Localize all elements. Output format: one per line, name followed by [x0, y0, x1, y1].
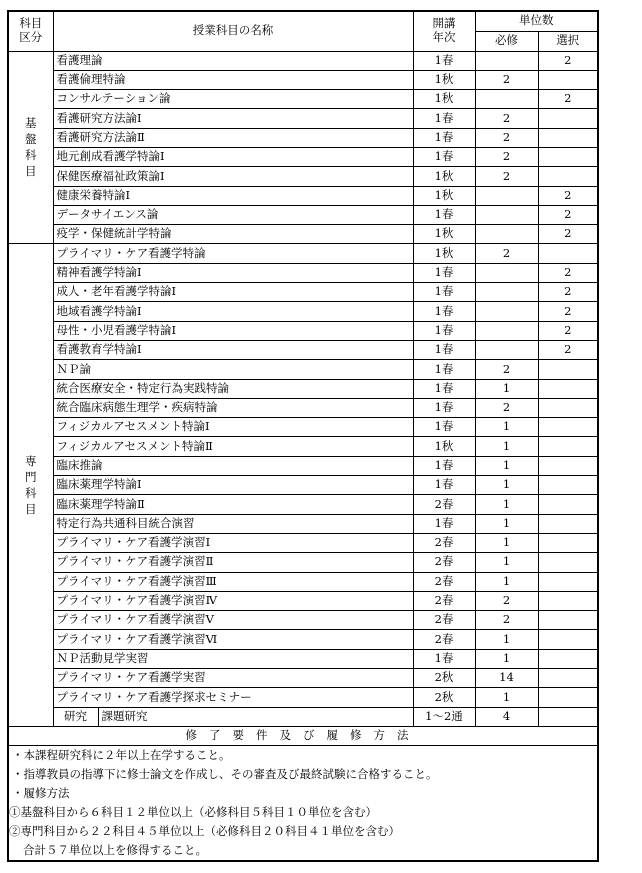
subject-elective-credits: 2 [538, 302, 598, 321]
subject-name: 成人・老年看護学特論Ⅰ [53, 283, 413, 302]
subject-year: 1秋 [413, 186, 475, 205]
subject-year: 1春 [413, 360, 475, 379]
subject-year: 1春 [413, 283, 475, 302]
subject-name-header: 授業科目の名称 [53, 11, 413, 51]
subject-year: 1春 [413, 109, 475, 128]
subject-name: プライマリ・ケア看護学演習Ⅲ [53, 572, 413, 591]
subject-year: 2春 [413, 591, 475, 610]
subject-year: 1春 [413, 128, 475, 147]
subject-year: 1秋 [413, 70, 475, 89]
basic-subjects [8, 51, 598, 244]
subject-name: フィジカルアセスメント特論Ⅱ [53, 437, 413, 456]
subject-required-credits: 4 [475, 707, 538, 726]
subject-name: 臨床推論 [53, 456, 413, 475]
subject-row [8, 109, 598, 128]
subject-name: 統合臨床病態生理学・疾病特論 [53, 398, 413, 417]
curriculum-table [7, 10, 599, 862]
category-label-specialized [8, 244, 53, 726]
subject-name: プライマリ・ケア看護学演習Ⅰ [53, 533, 413, 552]
subject-row [8, 649, 598, 668]
subject-required-credits: 14 [475, 669, 538, 688]
category-char: 科 [25, 486, 37, 501]
subject-required-credits [475, 90, 538, 109]
subject-elective-credits [538, 476, 598, 495]
subject-row [8, 205, 598, 224]
subject-elective-credits: 2 [538, 205, 598, 224]
subject-elective-credits [538, 128, 598, 147]
subject-elective-credits [538, 707, 598, 726]
subject-year: 1春 [413, 321, 475, 340]
category-char: 門 [25, 470, 37, 485]
subject-required-credits: 1 [475, 476, 538, 495]
subject-year: 1春 [413, 398, 475, 417]
subject-elective-credits: 2 [538, 340, 598, 359]
subject-elective-credits [538, 109, 598, 128]
research-row [8, 707, 598, 726]
subject-required-credits: 1 [475, 533, 538, 552]
subject-elective-credits [538, 244, 598, 263]
subject-year: 2春 [413, 495, 475, 514]
subject-row [8, 90, 598, 109]
category-label-basic [8, 51, 53, 244]
requirement-line: ・本課程研究科に２年以上在学すること。 [12, 747, 231, 762]
subject-row [8, 611, 598, 630]
subject-year: 1春 [413, 51, 475, 70]
subject-row [8, 302, 598, 321]
subject-year: 1春 [413, 302, 475, 321]
subject-required-credits [475, 263, 538, 282]
subject-elective-credits [538, 147, 598, 166]
subject-elective-credits [538, 669, 598, 688]
subject-required-credits: 1 [475, 572, 538, 591]
subject-year: 1春 [413, 476, 475, 495]
subject-row [8, 147, 598, 166]
subject-required-credits [475, 51, 538, 70]
subject-row [8, 167, 598, 186]
subject-required-credits [475, 283, 538, 302]
category-char: 専 [25, 454, 37, 469]
subject-row [8, 591, 598, 610]
subject-name: フィジカルアセスメント特論Ⅰ [53, 418, 413, 437]
category-label-text [24, 115, 38, 179]
subject-year: 1秋 [413, 437, 475, 456]
subject-name: 臨床薬理学特論Ⅱ [53, 495, 413, 514]
subject-year: 1春 [413, 514, 475, 533]
subject-name: 地元創成看護学特論Ⅰ [53, 147, 413, 166]
subject-name: プライマリ・ケア看護学特論 [53, 244, 413, 263]
subject-required-credits: 2 [475, 611, 538, 630]
category-char: 目 [25, 164, 37, 179]
subject-name: ＮＰ論 [53, 360, 413, 379]
subject-row [8, 630, 598, 649]
category-header-line1: 科目 [19, 16, 43, 31]
subject-name: プライマリ・ケア看護学演習Ⅴ [53, 611, 413, 630]
subject-name: データサイエンス論 [53, 205, 413, 224]
subject-required-credits [475, 186, 538, 205]
subject-row [8, 128, 598, 147]
subject-year: 2春 [413, 553, 475, 572]
subject-year: 2春 [413, 533, 475, 552]
subject-elective-credits [538, 688, 598, 707]
subject-row [8, 360, 598, 379]
subject-year: 2秋 [413, 688, 475, 707]
subject-name: 特定行為共通科目統合演習 [53, 514, 413, 533]
subject-name: プライマリ・ケア看護学実習 [53, 669, 413, 688]
elective-header: 選択 [538, 31, 598, 51]
subject-required-credits: 2 [475, 109, 538, 128]
subject-row [8, 70, 598, 89]
subject-row [8, 476, 598, 495]
subject-row [8, 688, 598, 707]
subject-year: 1秋 [413, 90, 475, 109]
subject-row [8, 398, 598, 417]
subject-name: 看護研究方法論Ⅱ [53, 128, 413, 147]
subject-required-credits: 1 [475, 553, 538, 572]
category-char: 科 [25, 148, 37, 163]
subject-elective-credits [538, 398, 598, 417]
subject-elective-credits: 2 [538, 90, 598, 109]
subject-required-credits: 1 [475, 437, 538, 456]
subject-row [8, 340, 598, 359]
subject-elective-credits: 2 [538, 186, 598, 205]
subject-year: 1春 [413, 147, 475, 166]
subject-required-credits: 2 [475, 244, 538, 263]
subject-required-credits [475, 205, 538, 224]
subject-name: 統合医療安全・特定行為実践特論 [53, 379, 413, 398]
subject-year: 1春 [413, 263, 475, 282]
subject-elective-credits [538, 572, 598, 591]
required-header: 必修 [475, 31, 538, 51]
subject-year: 2春 [413, 630, 475, 649]
subject-name: ＮＰ活動見学実習 [53, 649, 413, 668]
year-header-line2: 年次 [432, 30, 456, 45]
subject-required-credits: 1 [475, 688, 538, 707]
subject-required-credits: 2 [475, 591, 538, 610]
subject-required-credits: 1 [475, 649, 538, 668]
subject-row [8, 51, 598, 70]
subject-row [8, 495, 598, 514]
subject-row [8, 533, 598, 552]
subject-required-credits: 1 [475, 456, 538, 475]
subject-elective-credits [538, 379, 598, 398]
subject-row [8, 669, 598, 688]
subject-row [8, 379, 598, 398]
subject-name: 精神看護学特論Ⅰ [53, 263, 413, 282]
subject-elective-credits [538, 360, 598, 379]
subject-name: プライマリ・ケア看護学演習Ⅳ [53, 591, 413, 610]
subject-year: 1～2通 [413, 707, 475, 726]
subject-required-credits [475, 302, 538, 321]
category-header-line2: 区分 [19, 30, 43, 45]
subject-row [8, 321, 598, 340]
specialized-subjects [8, 244, 598, 726]
subject-elective-credits [538, 70, 598, 89]
subject-year: 1秋 [413, 225, 475, 244]
subject-elective-credits [538, 495, 598, 514]
subject-elective-credits: 2 [538, 263, 598, 282]
subject-year: 2春 [413, 572, 475, 591]
subject-required-credits: 2 [475, 128, 538, 147]
subject-name: 看護理論 [53, 51, 413, 70]
requirements-body [8, 745, 598, 861]
subject-year: 2秋 [413, 669, 475, 688]
subject-elective-credits: 2 [538, 283, 598, 302]
subject-name: コンサルテーション論 [53, 90, 413, 109]
subject-elective-credits [538, 553, 598, 572]
subject-required-credits: 2 [475, 147, 538, 166]
subject-elective-credits [538, 630, 598, 649]
subject-row [8, 418, 598, 437]
subject-row [8, 225, 598, 244]
subject-required-credits [475, 340, 538, 359]
curriculum-document [7, 10, 597, 862]
subject-required-credits: 1 [475, 514, 538, 533]
subject-required-credits: 1 [475, 379, 538, 398]
subject-name: 疫学・保健統計学特論 [53, 225, 413, 244]
subject-elective-credits: 2 [538, 321, 598, 340]
subject-row [8, 572, 598, 591]
subject-required-credits: 2 [475, 70, 538, 89]
subject-year: 1春 [413, 379, 475, 398]
subject-elective-credits: 2 [538, 51, 598, 70]
subject-name: 保健医療福祉政策論Ⅰ [53, 167, 413, 186]
category-header [8, 11, 53, 51]
subject-year: 1春 [413, 649, 475, 668]
requirement-line: ①基盤科目から６科目１２単位以上（必修科目５科目１０単位を含む） [9, 804, 377, 819]
subject-required-credits: 1 [475, 630, 538, 649]
subject-row [8, 437, 598, 456]
subject-required-credits: 1 [475, 495, 538, 514]
subject-name: 看護研究方法論Ⅰ [53, 109, 413, 128]
category-char: 基 [25, 116, 37, 131]
subject-year: 1春 [413, 205, 475, 224]
subject-row [8, 244, 598, 263]
subject-required-credits [475, 225, 538, 244]
subject-name: 母性・小児看護学特論Ⅰ [53, 321, 413, 340]
subject-elective-credits [538, 611, 598, 630]
subject-elective-credits [538, 418, 598, 437]
subject-required-credits: 1 [475, 418, 538, 437]
subject-row [8, 283, 598, 302]
requirements-title: 修了要件及び履修方法 [8, 726, 598, 745]
subject-elective-credits [538, 437, 598, 456]
subject-name: 課題研究 [98, 707, 413, 726]
subject-elective-credits [538, 514, 598, 533]
subject-row [8, 553, 598, 572]
category-char: 目 [25, 502, 37, 517]
requirement-line: ②専門科目から２２科目４５単位以上（必修科目２０科目４１単位を含む） [9, 823, 400, 838]
subject-required-credits: 2 [475, 167, 538, 186]
requirement-line: 合計５７単位以上を修得すること。 [23, 842, 207, 857]
requirement-line: ・履修方法 [12, 785, 70, 800]
year-header [413, 11, 475, 51]
subject-elective-credits [538, 167, 598, 186]
credits-header: 単位数 [475, 11, 598, 31]
subject-year: 1春 [413, 456, 475, 475]
research-group-label: 研究 [53, 707, 98, 726]
subject-elective-credits [538, 591, 598, 610]
subject-name: 健康栄養特論Ⅰ [53, 186, 413, 205]
subject-required-credits: 2 [475, 398, 538, 417]
subject-required-credits [475, 321, 538, 340]
subject-elective-credits: 2 [538, 225, 598, 244]
subject-elective-credits [538, 649, 598, 668]
subject-name: プライマリ・ケア看護学演習Ⅵ [53, 630, 413, 649]
subject-elective-credits [538, 456, 598, 475]
subject-name: 看護倫理特論 [53, 70, 413, 89]
subject-year: 1春 [413, 340, 475, 359]
category-label-text [24, 453, 38, 517]
subject-year: 1春 [413, 418, 475, 437]
subject-row [8, 186, 598, 205]
requirement-line: ・指導教員の指導下に修士論文を作成し、その審査及び最終試験に合格すること。 [12, 766, 438, 781]
subject-year: 2春 [413, 611, 475, 630]
subject-year: 1秋 [413, 244, 475, 263]
subject-name: 地域看護学特論Ⅰ [53, 302, 413, 321]
subject-name: 臨床薬理学特論Ⅰ [53, 476, 413, 495]
subject-required-credits: 2 [475, 360, 538, 379]
subject-name: 看護教育学特論Ⅰ [53, 340, 413, 359]
subject-elective-credits [538, 533, 598, 552]
subject-row [8, 514, 598, 533]
year-header-line1: 開講 [432, 16, 456, 31]
subject-year: 1秋 [413, 167, 475, 186]
subject-row [8, 263, 598, 282]
subject-name: プライマリ・ケア看護学探求セミナー [53, 688, 413, 707]
category-char: 盤 [25, 132, 37, 147]
subject-name: プライマリ・ケア看護学演習Ⅱ [53, 553, 413, 572]
subject-row [8, 456, 598, 475]
